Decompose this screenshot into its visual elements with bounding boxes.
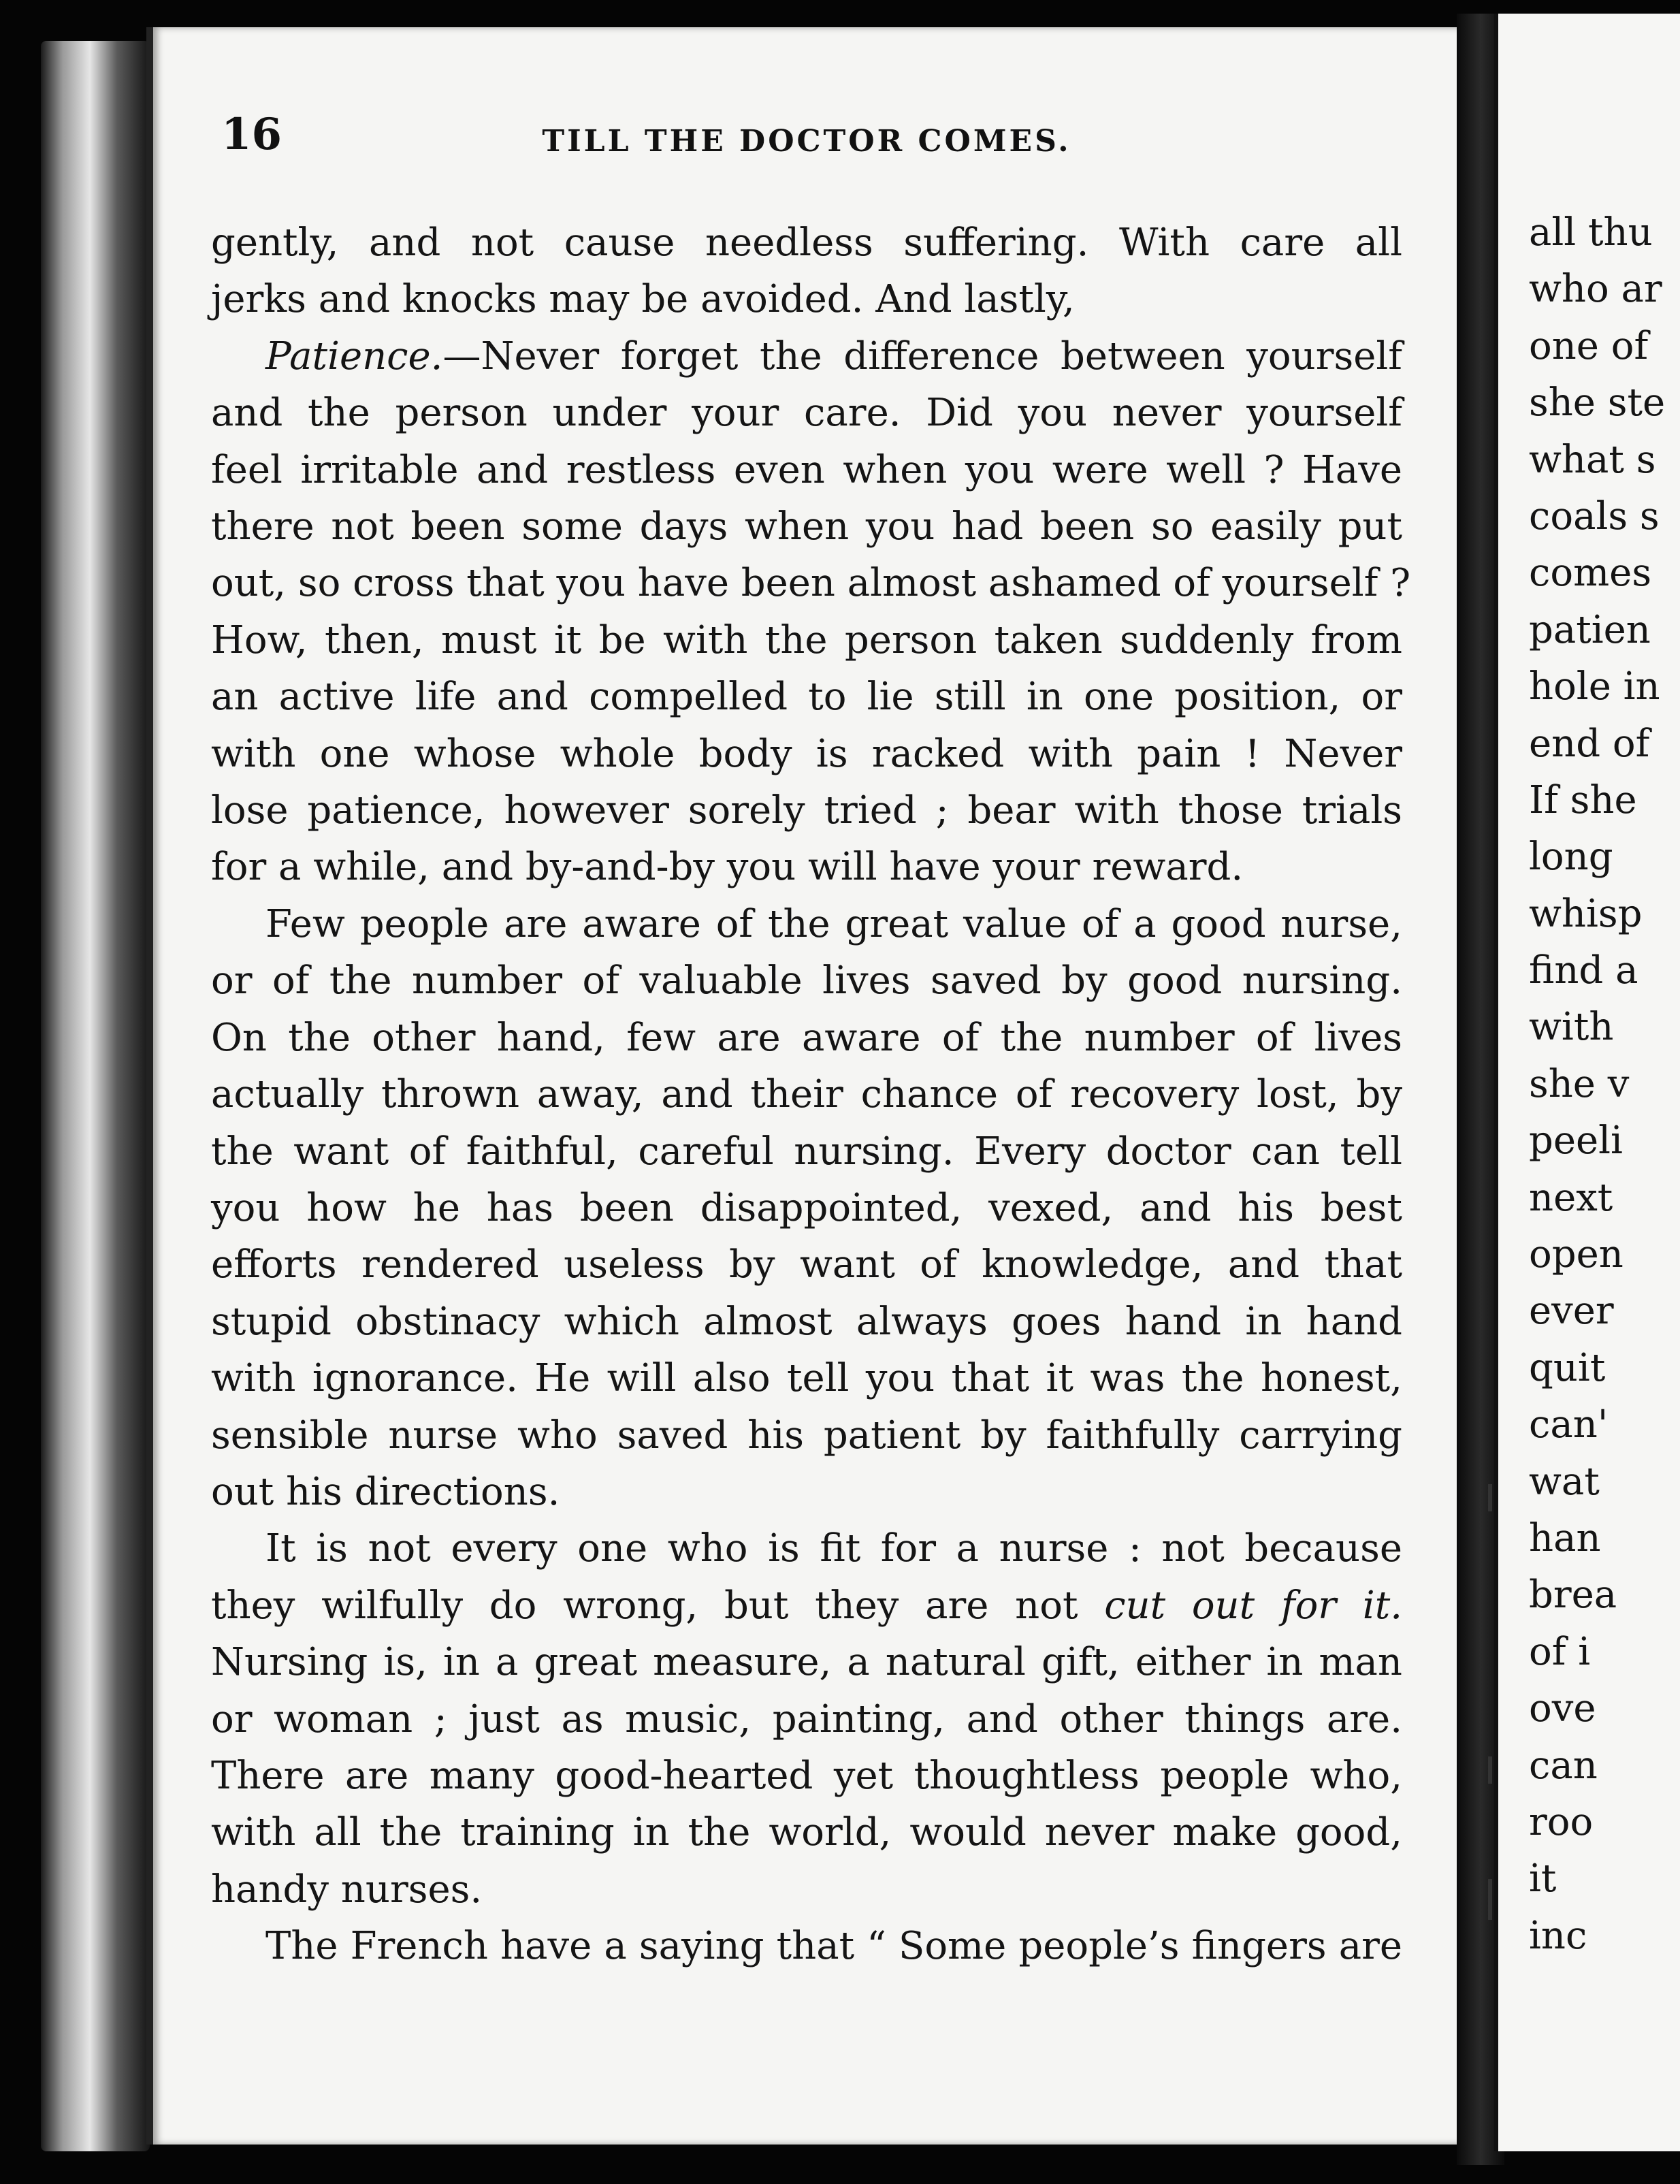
body-text: [211, 214, 1411, 1975]
book-spine-shadow: [41, 41, 150, 2151]
left-page: [146, 27, 1464, 2145]
text-line: It is not every one who is fit for a nurse : not because: [265, 1526, 1402, 1571]
text-line: actually thrown away, and their chance of recovery lost, by: [211, 1072, 1402, 1117]
fragment-line: can': [1529, 1402, 1609, 1447]
text-line: with all the training in the world, would never make good,: [211, 1810, 1402, 1855]
text-line: for a while, and by-and-by you will have your reward.: [211, 845, 1244, 890]
text-line: stupid obstinacy which almost always goes hand in hand: [211, 1299, 1402, 1344]
text-line: jerks and knocks may be avoided. And lastly,: [211, 277, 1075, 322]
text-line: There are many good-hearted yet thoughtless people who,: [211, 1753, 1402, 1798]
paragraph: [211, 328, 1411, 896]
fragment-line: wat: [1529, 1459, 1600, 1504]
text-line: out, so cross that you have been almost ashamed of yourself ?: [211, 561, 1411, 606]
fragment-line: find a: [1529, 948, 1638, 993]
right-page-text: [1529, 204, 1680, 1964]
text-line: gently, and not cause needless suffering. With care all: [211, 221, 1402, 265]
text-line: The French have a saying that “ Some people’s fingers are: [265, 1924, 1402, 1969]
paragraph: [211, 1520, 1402, 1918]
text-line: there not been some days when you had been so easily put: [211, 504, 1402, 549]
text-line: lose patience, however sorely tried ; bear with those trials: [211, 788, 1402, 833]
text-line: Nursing is, in a great measure, a natural gift, either in man: [211, 1640, 1402, 1685]
text-line: with ignorance. He will also tell you that it was the honest,: [211, 1356, 1402, 1401]
fragment-line: of i: [1529, 1629, 1591, 1674]
text-line: or woman ; just as music, painting, and other things are.: [211, 1697, 1402, 1741]
text-line: you how he has been disappointed, vexed, and his best: [211, 1185, 1402, 1230]
fragment-line: open: [1529, 1232, 1624, 1277]
text-line: feel irritable and restless even when you were well ? Have: [211, 447, 1402, 492]
fragment-line: next: [1529, 1175, 1613, 1220]
fragment-line: what s: [1529, 437, 1656, 482]
text-line: out his directions.: [211, 1469, 560, 1514]
fragment-line: quit: [1529, 1345, 1606, 1390]
running-head: TILL THE DOCTOR COMES.: [542, 124, 1071, 159]
fragment-line: han: [1529, 1515, 1601, 1560]
paragraph: [211, 214, 1402, 328]
paragraph: [211, 1918, 1402, 1974]
fragment-line: hole in: [1529, 664, 1660, 709]
text-line: How, then, must it be with the person taken suddenly from: [211, 617, 1402, 662]
fragment-line: she v: [1529, 1061, 1630, 1106]
fragment-line: inc: [1529, 1913, 1587, 1958]
text-segment: they wilfully do wrong, but they are not: [211, 1583, 1105, 1628]
italic-lead: Patience.: [265, 334, 443, 379]
fragment-line: ove: [1529, 1686, 1596, 1731]
text-line: Few people are aware of the great value of a good nurse,: [265, 901, 1402, 946]
fragment-line: coals s: [1529, 494, 1660, 539]
fragment-line: all thu: [1529, 210, 1653, 255]
text-line: handy nurses.: [211, 1867, 483, 1912]
text-line: On the other hand, few are aware of the number of lives: [211, 1015, 1402, 1060]
fragment-line: can: [1529, 1743, 1598, 1788]
fragment-line: peeli: [1529, 1119, 1623, 1163]
text-line: an active life and compelled to lie still in one position, or: [211, 675, 1402, 720]
text-line: the want of faithful, careful nursing. Every doctor can tell: [211, 1129, 1402, 1174]
text-line: sensible nurse who saved his patient by faithfully carrying: [211, 1413, 1402, 1458]
paragraph: [211, 896, 1402, 1520]
text-line: [211, 1577, 1402, 1634]
page-header: [221, 109, 1392, 177]
fragment-line: roo: [1529, 1799, 1594, 1844]
text-line: efforts rendered useless by want of knowledge, and that: [211, 1242, 1402, 1287]
fragment-line: patien: [1529, 607, 1651, 652]
right-page-fragment: [1494, 14, 1680, 2151]
text-line: or of the number of valuable lives saved by good nursing.: [211, 959, 1402, 1003]
text-line: with one whose whole body is racked with pain ! Never: [211, 731, 1402, 776]
lead-text: —Never forget the difference between yourself: [442, 334, 1402, 379]
fragment-line: it: [1529, 1857, 1557, 1901]
italic-phrase: cut out for it.: [1104, 1583, 1402, 1628]
fragment-line: end of: [1529, 721, 1650, 766]
fragment-line: whisp: [1529, 891, 1643, 936]
fragment-line: who ar: [1529, 267, 1662, 312]
page-edge-mark: [1488, 1879, 1492, 1920]
page-edge-mark: [1488, 1484, 1492, 1511]
page-edge-mark: [1488, 1756, 1492, 1784]
fragment-line: comes: [1529, 551, 1652, 596]
fragment-line: with: [1529, 1005, 1614, 1050]
page-number: 16: [221, 109, 282, 160]
fragment-line: one of: [1529, 323, 1649, 368]
fragment-line: she ste: [1529, 381, 1666, 425]
fragment-line: brea: [1529, 1573, 1617, 1618]
text-line: [211, 328, 1402, 385]
fragment-line: ever: [1529, 1289, 1614, 1334]
fragment-line: If she: [1529, 777, 1637, 822]
fragment-line: long: [1529, 835, 1613, 880]
text-line: and the person under your care. Did you never yourself: [211, 391, 1402, 436]
